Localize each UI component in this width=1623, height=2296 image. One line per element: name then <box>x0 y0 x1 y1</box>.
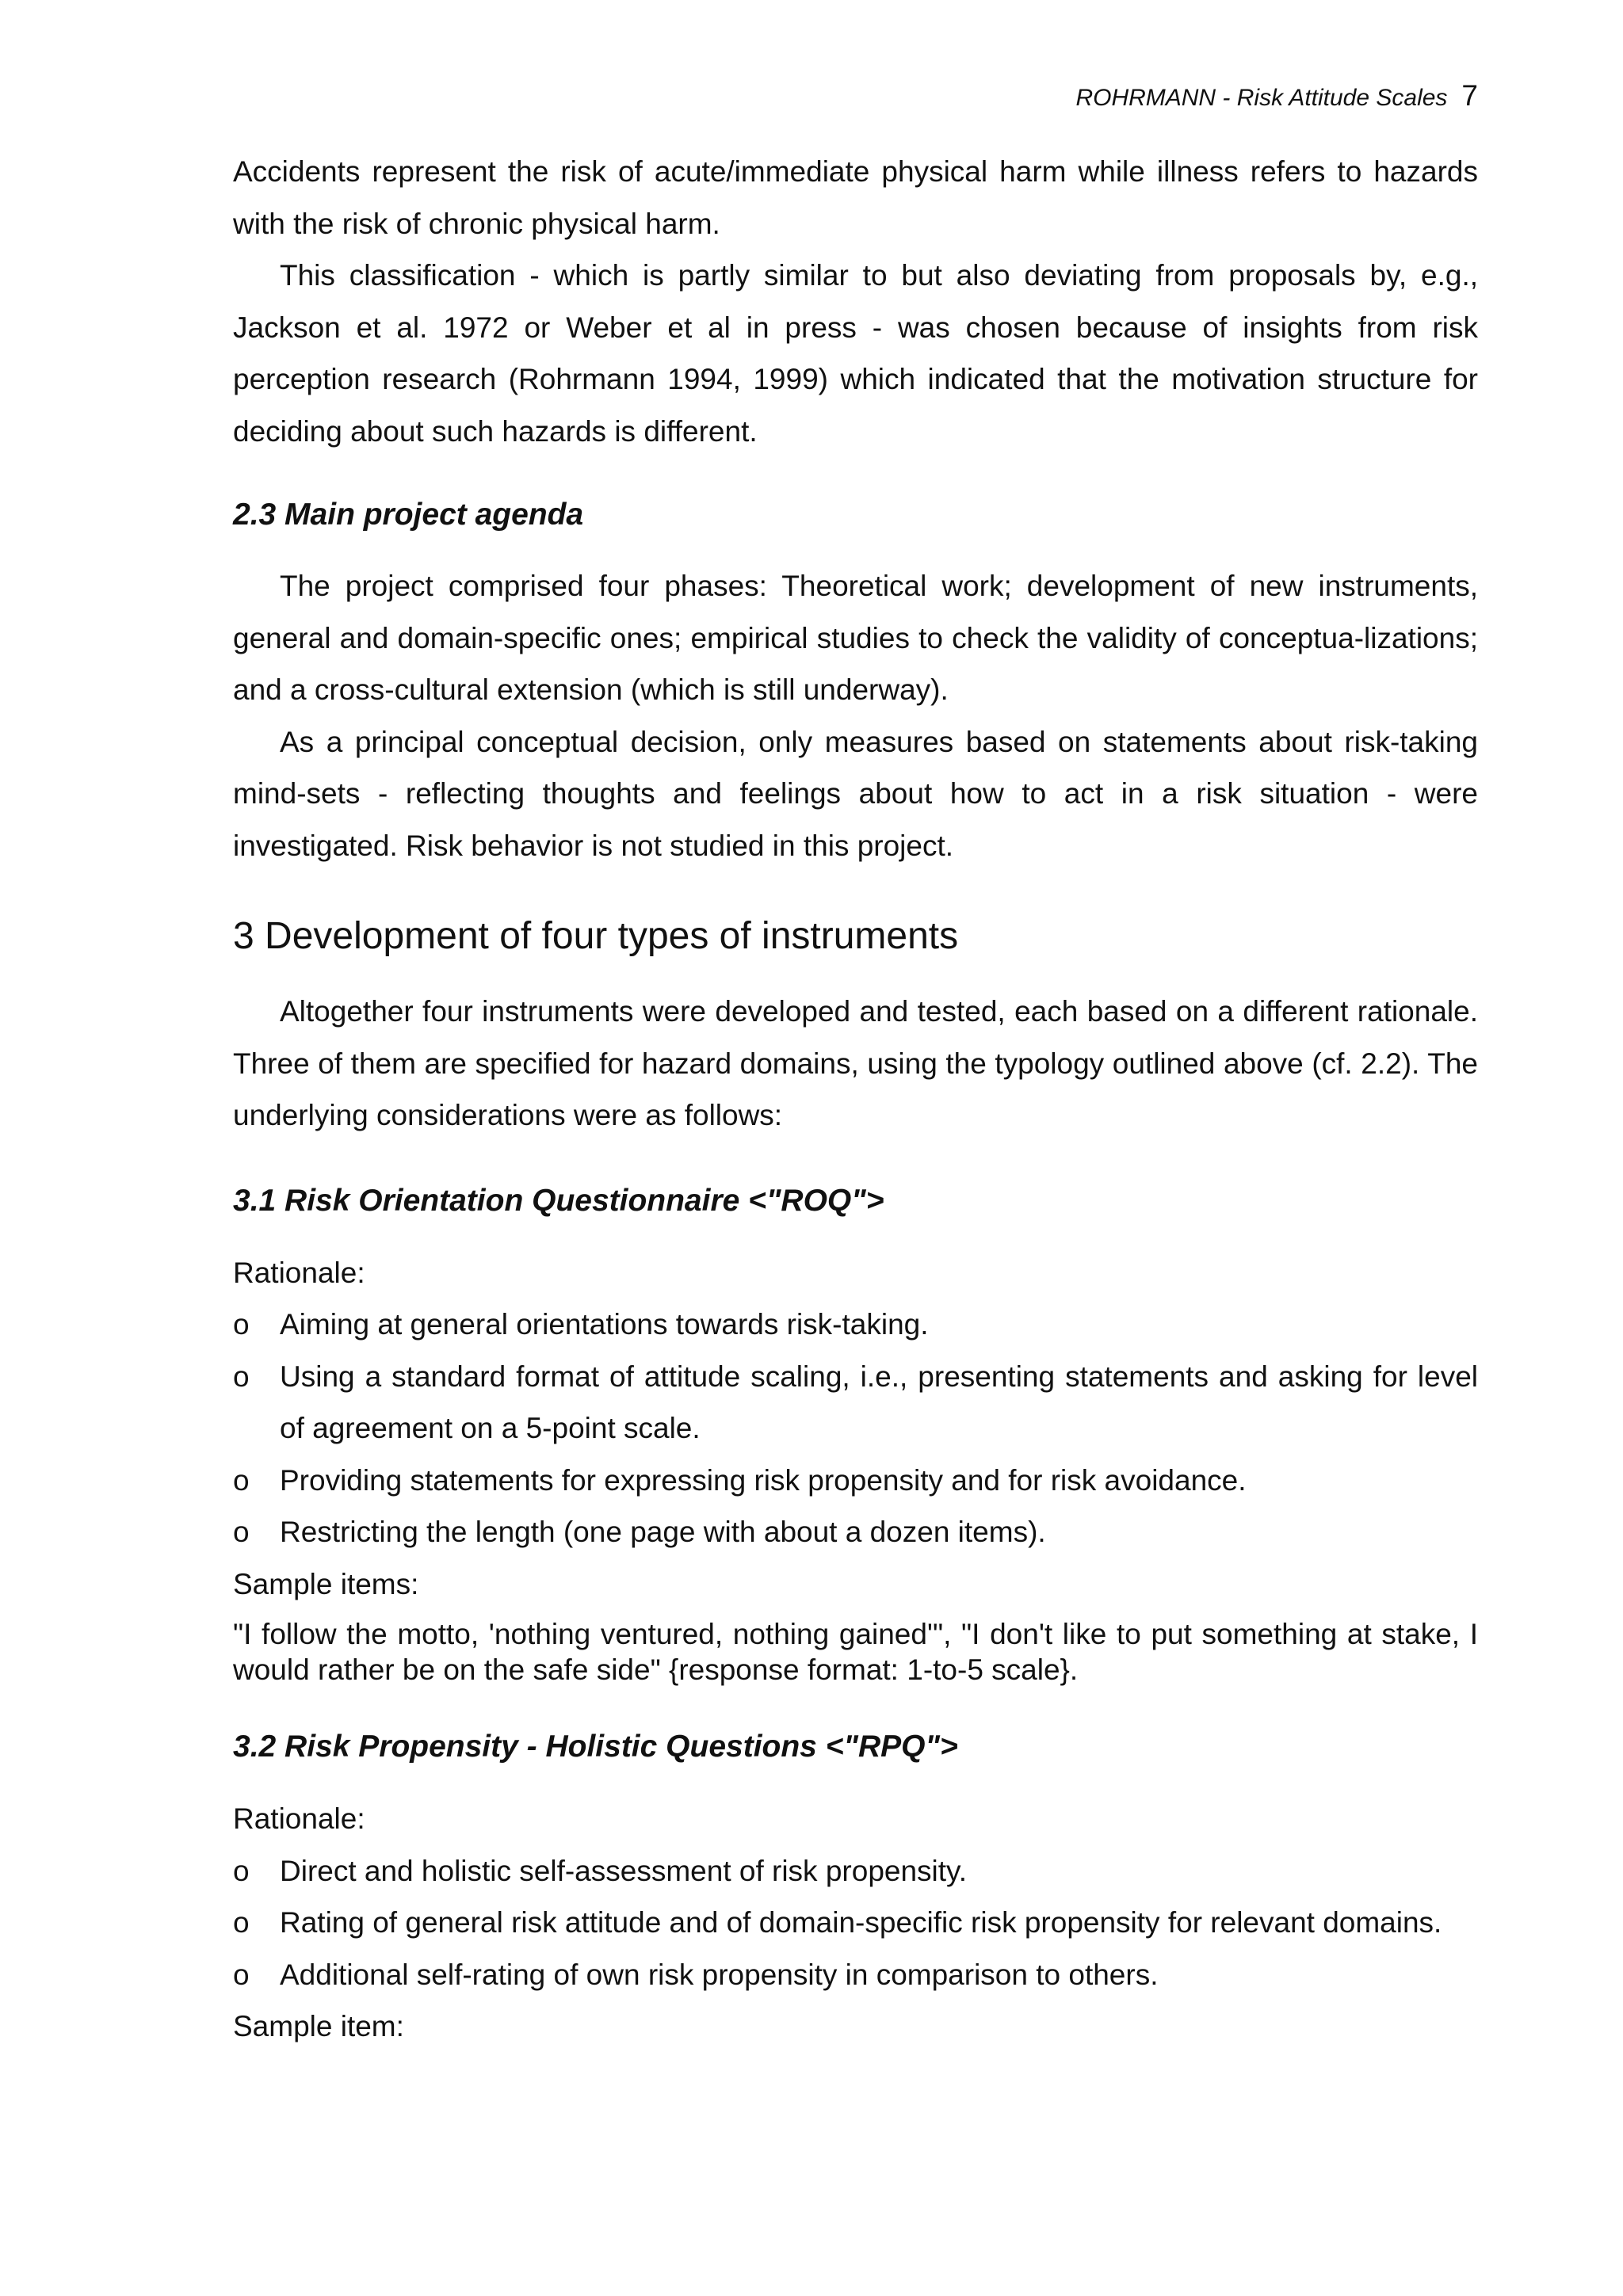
section-3-2-heading: 3.2 Risk Propensity - Holistic Questions <"RPQ"> <box>233 1730 958 1764</box>
section-3-1-heading: 3.1 Risk Orientation Questionnaire <"ROQ"> <box>233 1183 884 1218</box>
section-3-paragraph-1: Altogether four instruments were developed and tested, each based on a different rationale. Three of them are specified for hazard domains, using the typology outlined above (cf. 2.2). The underlying considerations were as follows: <box>233 995 1478 1131</box>
section-2-3-paragraph-2: As a principal conceptual decision, only measures based on statements about risk-taking mind-sets - reflecting thoughts and feelings about how to act in a risk situation - were investigated. Risk behavior is not studied in this project. <box>233 725 1478 862</box>
bullet-marker: o <box>233 1308 250 1341</box>
running-title: ROHRMANN - Risk Attitude Scales <box>1075 85 1448 111</box>
section-2-3-paragraph-1: The project comprised four phases: Theoretical work; development of new instruments, general and domain-specific ones; empirical studies to check the validity of conceptua-lizations; and a cross-cultural extension (which is still underway). <box>233 570 1478 706</box>
roq-rationale-label: Rationale: <box>233 1256 365 1289</box>
section-3-heading: 3 Development of four types of instruments <box>233 915 959 957</box>
list-item: o Aiming at general orientations towards risk-taking. <box>233 1299 1478 1351</box>
list-item: o Providing statements for expressing risk propensity and for risk avoidance. <box>233 1455 1478 1507</box>
list-item: o Restricting the length (one page with about a dozen items). <box>233 1506 1478 1558</box>
rpq-sample-label: Sample item: <box>233 2010 404 2042</box>
bullet-marker: o <box>233 1360 250 1393</box>
intro-paragraph-1: Accidents represent the risk of acute/immediate physical harm while illness refers to hazards with the risk of chronic physical harm. <box>233 155 1478 240</box>
list-item: o Using a standard format of attitude scaling, i.e., presenting statements and asking for level of agreement on a 5-point scale. <box>233 1351 1478 1455</box>
roq-rationale-list <box>233 1299 1478 1558</box>
list-item: o Rating of general risk attitude and of domain-specific risk propensity for relevant domains. <box>233 1897 1478 1949</box>
rpq-rationale-label: Rationale: <box>233 1802 365 1835</box>
intro-paragraph-2: This classification - which is partly similar to but also deviating from proposals by, e.g., Jackson et al. 1972 or Weber et al in press - was chosen because of insights from risk perception research (Rohrmann 1994, 1999) which indicated that the motivation structure for deciding about such hazards is different. <box>233 259 1478 448</box>
running-header <box>1075 79 1478 113</box>
rpq-rationale-list <box>233 1845 1478 2001</box>
page-number: 7 <box>1461 79 1478 112</box>
list-item: o Additional self-rating of own risk propensity in comparison to others. <box>233 1949 1478 2001</box>
bullet-marker: o <box>233 1463 250 1497</box>
roq-sample-label: Sample items: <box>233 1567 419 1600</box>
bullet-marker: o <box>233 1854 250 1887</box>
page-content <box>233 146 1478 2053</box>
bullet-marker: o <box>233 1958 250 1991</box>
list-item: o Direct and holistic self-assessment of risk propensity. <box>233 1845 1478 1897</box>
bullet-marker: o <box>233 1906 250 1939</box>
roq-sample-items: "I follow the motto, 'nothing ventured, nothing gained'", "I don't like to put something at stake, I would rather be on the safe side" {response format: 1-to-5 scale}. <box>233 1618 1478 1686</box>
bullet-marker: o <box>233 1516 250 1548</box>
section-2-3-heading: 2.3 Main project agenda <box>233 498 584 532</box>
